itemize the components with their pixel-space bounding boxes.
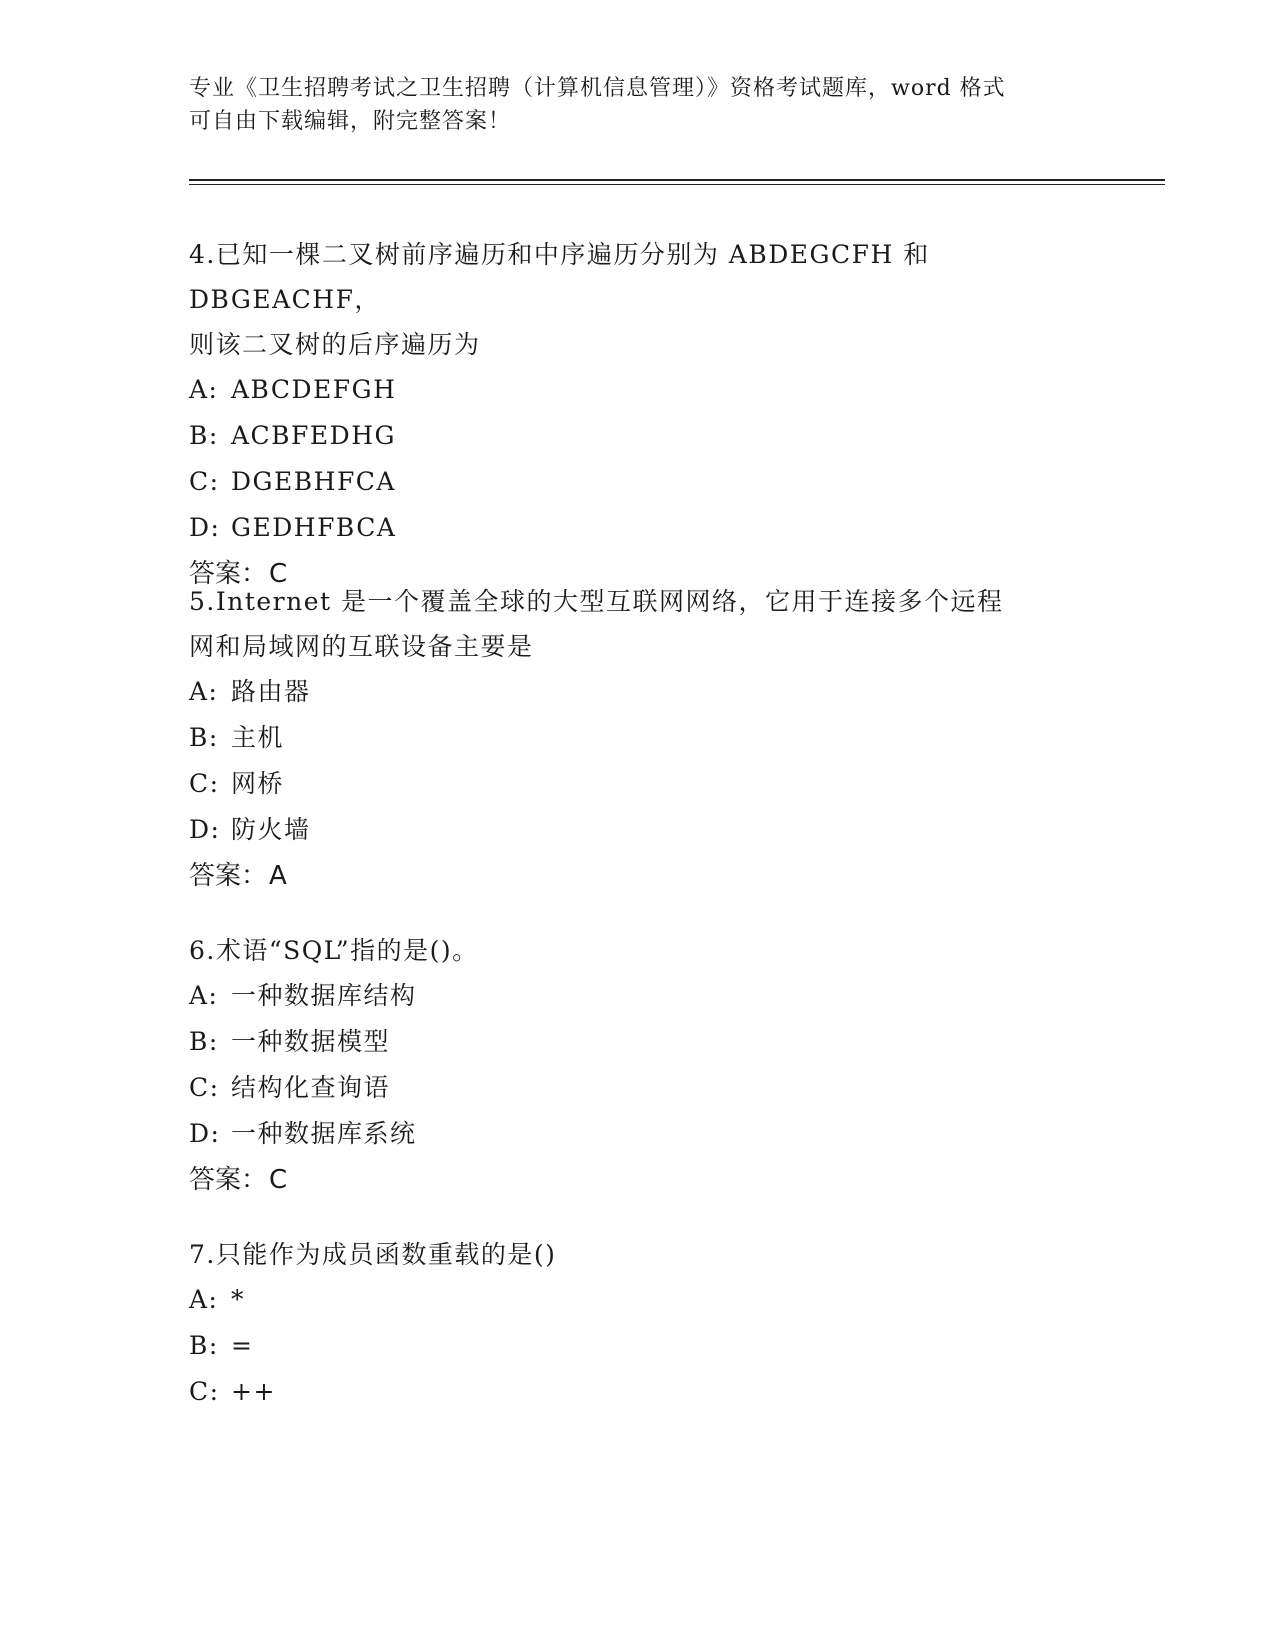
question-text-line-1: 术语“SQL”指的是()。 [215,936,479,965]
answer-label: 答案： [189,861,268,891]
option-letter: A: [189,677,219,706]
question-number: 4. [189,240,216,269]
option-text: DGEBHFCA [231,467,396,496]
option-c [189,761,1089,807]
option-text: 一种数据库系统 [231,1119,417,1148]
question-text [189,579,1089,669]
option-letter: D: [189,1119,221,1148]
option-c [189,1065,1089,1111]
option-b [189,413,1089,459]
question-text-line-2: 则该二叉树的后序遍历为 [189,330,481,359]
option-text: * [231,1285,245,1314]
question-text [189,1232,1089,1277]
option-letter: A: [189,981,219,1010]
option-letter: A: [189,1285,219,1314]
answer-value: C [269,559,288,589]
question-text-line-1: Internet 是一个覆盖全球的大型互联网网络，它用于连接多个远程 [215,587,1004,616]
option-letter: C: [189,1377,220,1406]
option-a [189,973,1089,1019]
option-text: 一种数据模型 [231,1027,391,1056]
answer-label: 答案： [189,1165,268,1195]
answer [189,853,1089,899]
question-text [189,232,1089,367]
option-c [189,459,1089,505]
option-letter: C: [189,467,220,496]
option-d [189,807,1089,853]
question-4 [189,232,1089,597]
question-text-line-1: 只能作为成员函数重载的是() [215,1240,557,1269]
option-a [189,1277,1089,1323]
option-text: 结构化查询语 [231,1073,391,1102]
option-c [189,1369,1089,1415]
header-divider-thin [189,184,1165,185]
question-text-line-2: 网和局域网的互联设备主要是 [189,632,534,661]
option-text: 网桥 [231,769,285,798]
option-b [189,1323,1089,1369]
option-letter: D: [189,815,221,844]
option-b [189,715,1089,761]
option-text: 主机 [231,723,285,752]
answer [189,1157,1089,1203]
option-d [189,505,1089,551]
question-number: 6. [189,936,216,965]
option-letter: B: [189,723,219,752]
option-text: 路由器 [231,677,311,706]
option-a [189,669,1089,715]
option-letter: A: [189,375,219,404]
option-text: ABCDEFGH [231,375,397,404]
option-letter: B: [189,1331,219,1360]
question-text [189,928,1089,973]
option-text: ACBFEDHG [231,421,396,450]
option-letter: B: [189,1027,219,1056]
option-letter: D: [189,513,221,542]
option-letter: B: [189,421,219,450]
option-letter: C: [189,1073,220,1102]
header-divider [189,179,1165,181]
question-text-line-1: 已知一棵二叉树前序遍历和中序遍历分别为 ABDEGCFH 和 DBGEACHF， [189,240,930,314]
header-line-1: 专业《卫生招聘考试之卫生招聘（计算机信息管理）》资格考试题库，word 格式 [189,76,1006,101]
option-a [189,367,1089,413]
option-text: 防火墙 [231,815,311,844]
option-letter: C: [189,769,220,798]
option-text: GEDHFBCA [231,513,397,542]
question-7 [189,1232,1089,1415]
document-header [189,72,1089,138]
question-number: 5. [189,587,216,616]
option-d [189,1111,1089,1157]
option-text: = [231,1331,254,1360]
answer-value: C [269,1165,288,1195]
question-5 [189,579,1089,899]
question-6 [189,928,1089,1203]
answer-value: A [269,861,287,891]
option-b [189,1019,1089,1065]
question-number: 7. [189,1240,216,1269]
option-text: ++ [231,1377,276,1406]
header-line-2: 可自由下载编辑，附完整答案！ [189,109,512,134]
option-text: 一种数据库结构 [231,981,417,1010]
answer-label: 答案： [189,559,268,589]
